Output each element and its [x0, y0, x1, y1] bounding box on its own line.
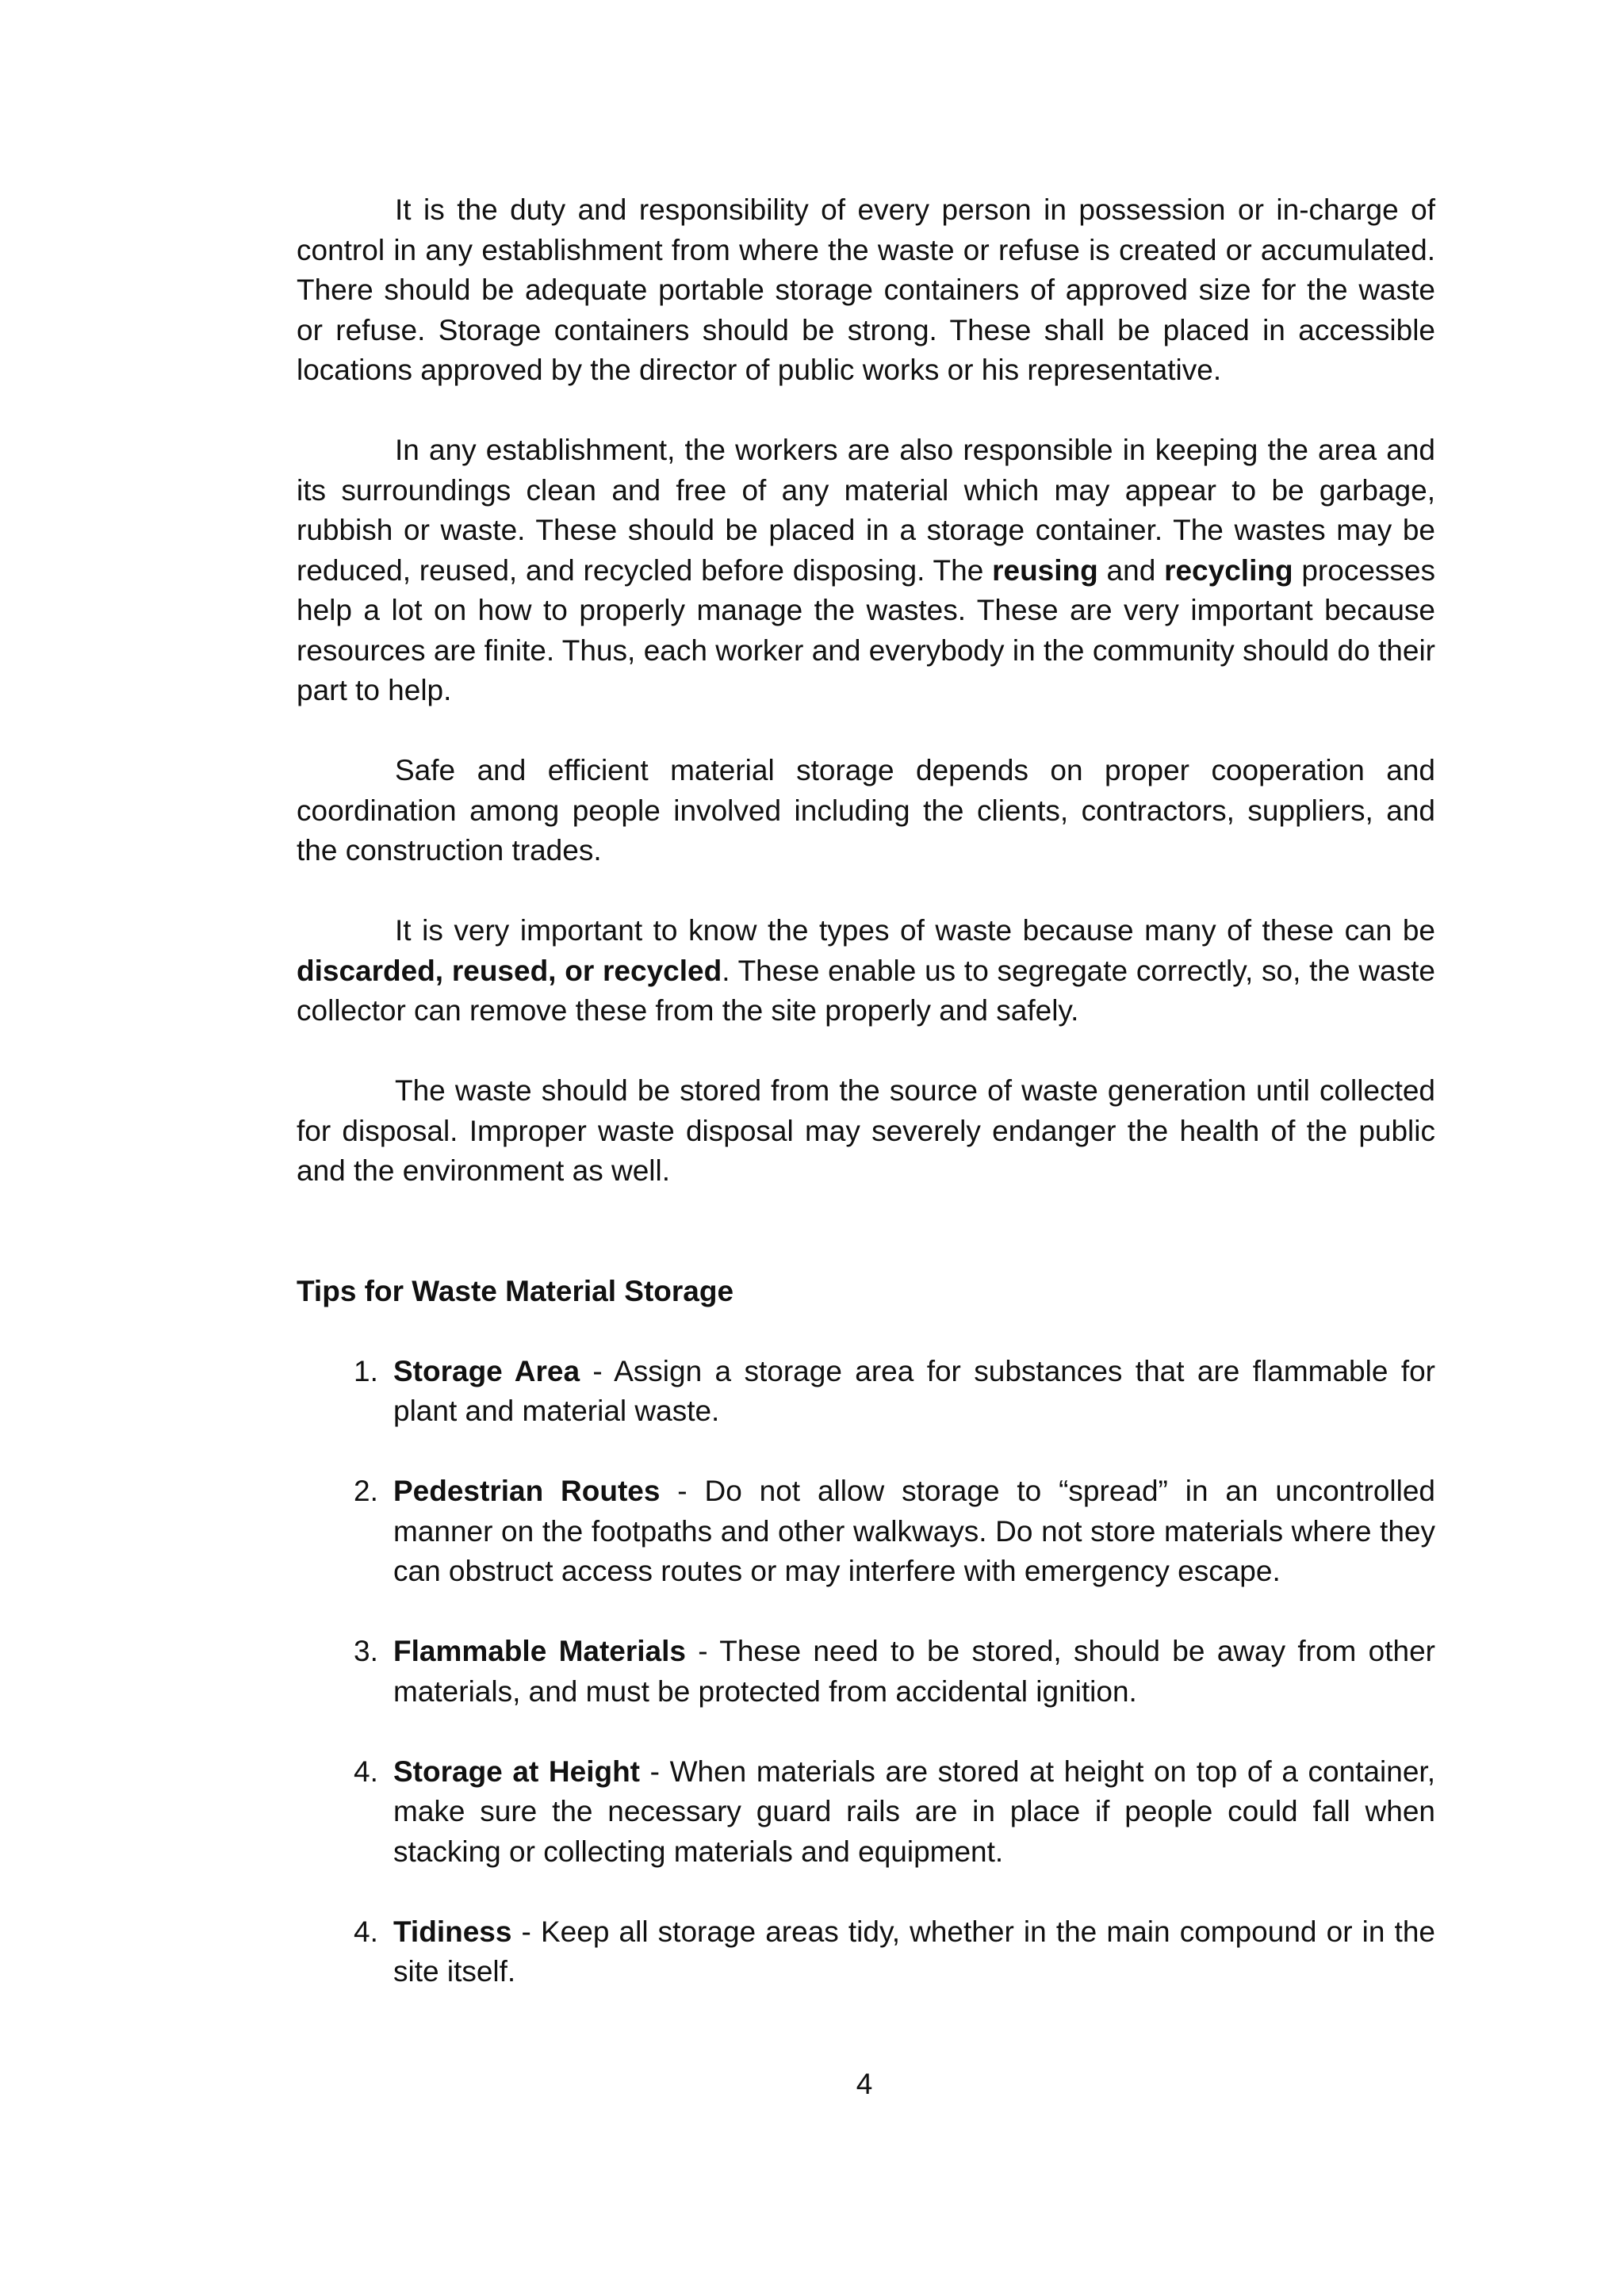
paragraph-safe-storage [297, 751, 1435, 871]
tip-text: - Do not allow storage to “spread” in an uncontrolled manner on the footpaths and other walkways. Do not store materials where they can obstruct access routes or may interfere with emergency escape. [393, 1475, 1435, 1587]
tip-number: 4. [354, 1915, 378, 1948]
tip-number: 1. [354, 1354, 378, 1387]
tip-number: 4. [354, 1755, 378, 1788]
bold-term-discarded-reused-recycled: discarded, reused, or recycled [297, 954, 722, 987]
paragraph-text: It is very important to know the types of waste because many of these can be [395, 914, 1435, 947]
tip-text: - These need to be stored, should be away from other materials, and must be protected from accidental ignition. [393, 1635, 1435, 1708]
bold-term-reusing: reusing [992, 553, 1098, 587]
tip-storage-area [297, 1352, 1435, 1432]
tip-flammable-materials [297, 1632, 1435, 1712]
paragraph-waste-storage-disposal [297, 1071, 1435, 1192]
page-number: 4 [856, 2068, 873, 2100]
tip-pedestrian-routes [297, 1471, 1435, 1592]
tip-title: Pedestrian Routes [393, 1475, 661, 1507]
paragraph-text: processes help a lot on how to properly manage the wastes. These are very important because resources are finite. Thus, each worker and everybody in the community should do their part to help. [297, 553, 1435, 706]
tip-number: 2. [354, 1475, 378, 1507]
document-page [297, 190, 1435, 2032]
section-heading: Tips for Waste Material Storage [297, 1274, 734, 1307]
tip-title: Flammable Materials [393, 1635, 686, 1667]
paragraph-text: The waste should be stored from the source of waste generation until collected for disposal. Improper waste disposal may severely endanger the health of the public and the environment as well. [297, 1074, 1435, 1187]
tip-title: Storage Area [393, 1354, 580, 1387]
paragraph-workers-responsibility [297, 430, 1435, 711]
tip-text: - When materials are stored at height on top of a container, make sure the necessary guard rails are in place if people could fall when stacking or collecting materials and equipment. [393, 1755, 1435, 1868]
paragraph-text: Safe and efficient material storage depends on proper cooperation and coordination among people involved including the clients, contractors, suppliers, and the construction trades. [297, 754, 1435, 867]
paragraph-duty-responsibility [297, 190, 1435, 391]
tip-storage-at-height [297, 1752, 1435, 1873]
section-spacer [297, 1231, 1435, 1272]
tip-text: - Keep all storage areas tidy, whether in the main compound or in the site itself. [393, 1915, 1435, 1988]
paragraph-text: In any establishment, the workers are also responsible in keeping the area and its surroundings clean and free of any material which may appear to be garbage, rubbish or waste. These should be placed in a storage container. The wastes may be reduced, reused, and recycled before disposing. The [297, 434, 1435, 587]
tips-list [297, 1352, 1435, 1992]
tip-title: Tidiness [393, 1915, 512, 1948]
paragraph-text: and [1097, 553, 1165, 587]
paragraph-text: It is the duty and responsibility of every person in possession or in-charge of control in any establishment from where the waste or refuse is created or accumulated. There should be adequate portable storage containers of approved size for the waste or refuse. Storage containers should be strong. These shall be placed in accessible locations approved by the director of public works or his representative. [297, 193, 1435, 386]
tip-tidiness [297, 1912, 1435, 1992]
tip-title: Storage at Height [393, 1755, 640, 1788]
tip-text: - Assign a storage area for substances that are flammable for plant and material waste. [393, 1354, 1435, 1427]
paragraph-types-of-waste [297, 911, 1435, 1031]
paragraph-text: . These enable us to segregate correctly, so, the waste collector can remove these from the site properly and safely. [297, 954, 1435, 1027]
bold-term-recycling: recycling [1164, 553, 1293, 587]
tip-number: 3. [354, 1635, 378, 1667]
